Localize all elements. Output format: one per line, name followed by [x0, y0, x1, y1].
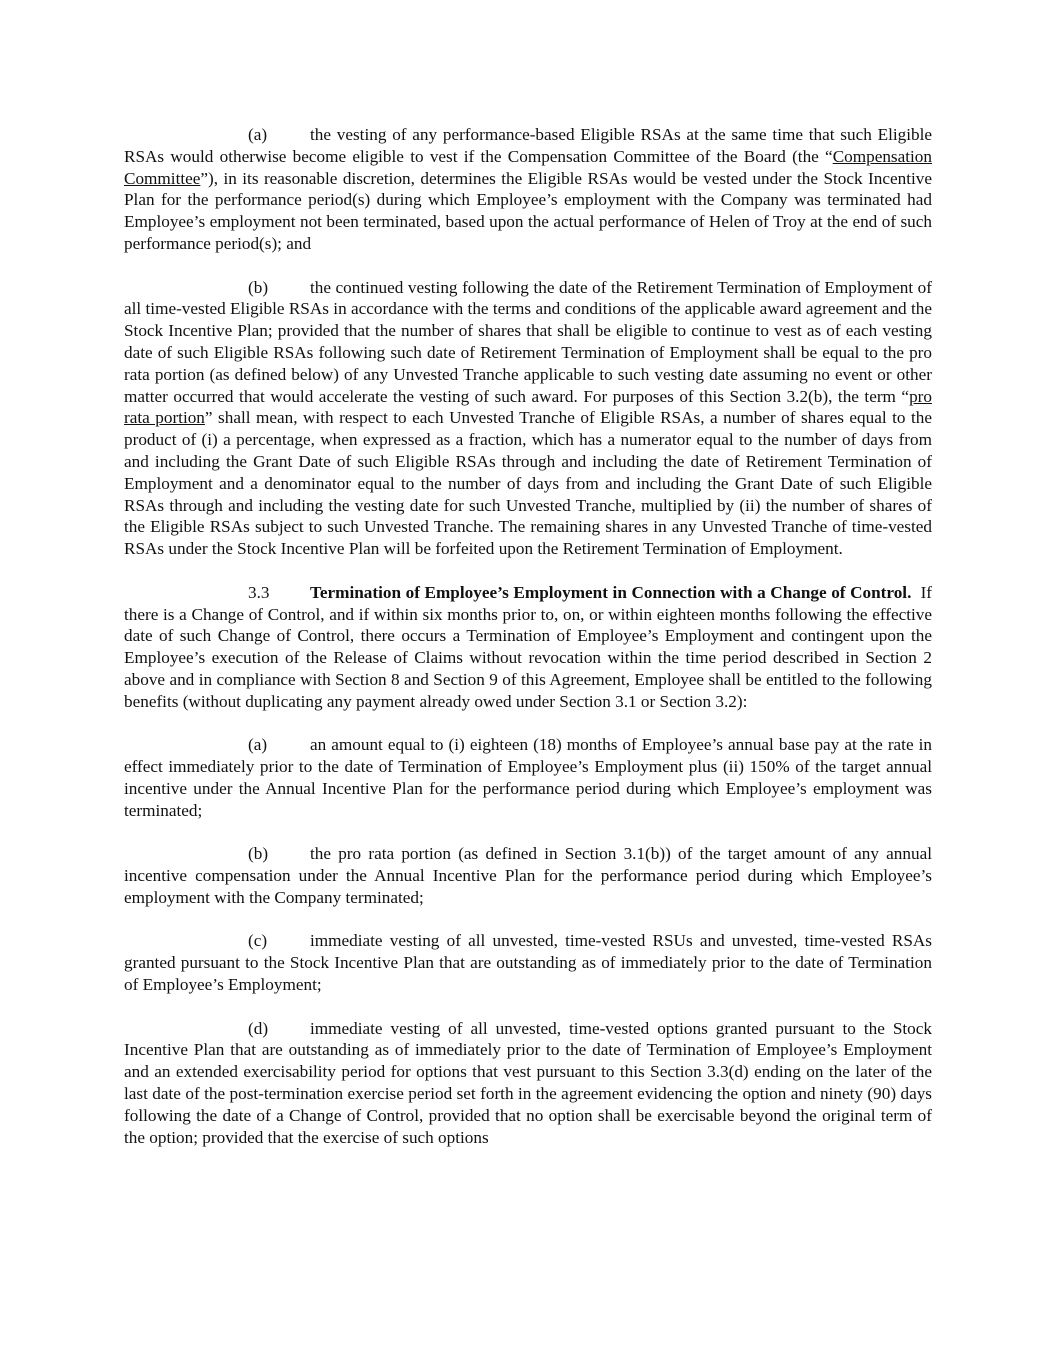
paragraph-label: (a)	[248, 125, 268, 144]
document-page	[124, 124, 932, 1148]
paragraph-text: immediate vesting of all unvested, time-vested options granted pursuant to the Stock Incentive Plan that are outstanding as of immediately prior to the date of Termination of Employee’s Employment and an extended exercisability period for options that vest pursuant to this Section 3.3(d) ending on the later of the last date of the post-termination exercise period set forth in the agreement evidencing the option and ninety (90) days following the date of a Change of Control, provided that no option shall be exercisable beyond the original term of the option; provided that the exercise of such options	[124, 1018, 932, 1147]
paragraph-3-3-d	[124, 1018, 932, 1149]
paragraph-text: the vesting of any performance-based Eligible RSAs at the same time that such Eligible RSAs would otherwise become eligible to vest if the Compensation Committee of the Board (the “	[124, 125, 932, 166]
section-heading: Termination of Employee’s Employment in Connection with a Change of Control.	[310, 582, 912, 602]
paragraph-label: (b)	[248, 844, 269, 864]
paragraph-3-2-a	[124, 124, 932, 255]
paragraph-text: If there is a Change of Control, and if within six months prior to, on, or within eighteen months following the effective date of such Change of Control, there occurs a Termination of Employee’s Employment and contingent upon the Employee’s execution of the Release of Claims without revocation within the time period described in Section 2 above and in compliance with Section 8 and Section 9 of this Agreement, Employee shall be entitled to the following benefits (without duplicating any payment already owed under Section 3.1 or Section 3.2):	[124, 582, 933, 711]
paragraph-text: the pro rata portion (as defined in Section 3.1(b)) of the target amount of any annual incentive compensation under the Annual Incentive Plan for the performance period during which Employee’s employment with the Company terminated;	[124, 844, 932, 907]
paragraph-text: the continued vesting following the date of the Retirement Termination of Employment of all time-vested Eligible RSAs in accordance with the terms and conditions of the applicable award agreement and the Stock Incentive Plan; provided that the number of shares that shall be eligible to continue to vest as of each vesting date of such Eligible RSAs following such date of Retirement Termination of Employment shall be equal to the pro rata portion (as defined below) of any Unvested Tranche applicable to such vesting date assuming no event or other matter occurred that would accelerate the vesting of such award. For purposes of this Section 3.2(b), the term “	[124, 277, 932, 406]
paragraph-3-3-c	[124, 930, 932, 995]
paragraph-text: immediate vesting of all unvested, time-vested RSUs and unvested, time-vested RSAs granted pursuant to the Stock Incentive Plan that are outstanding as of immediately prior to the date of Termination of Employee’s Employment;	[124, 931, 932, 995]
paragraph-text: an amount equal to (i) eighteen (18) months of Employee’s annual base pay at the rate in effect immediately prior to the date of Termination of Employee’s Employment plus (ii) 150% of the target annual incentive under the Annual Incentive Plan for the performance period during which Employee’s employment was terminated;	[124, 735, 932, 820]
paragraph-label: (c)	[248, 931, 268, 951]
section-number: 3.3	[248, 582, 270, 602]
paragraph-text: ”), in its reasonable discretion, determines the Eligible RSAs would be vested under the Stock Incentive Plan for the performance period(s) during which Employee’s employment with the Company was terminated had Employee’s employment not been terminated, based upon the actual performance of Helen of Troy at the end of such performance period(s); and	[124, 168, 932, 253]
paragraph-label: (a)	[248, 735, 268, 755]
paragraph-label: (d)	[248, 1018, 269, 1038]
defined-term: Compensation Committee	[124, 146, 932, 188]
section-3-3	[124, 582, 932, 713]
defined-term: pro rata portion	[124, 386, 932, 428]
paragraph-label: (b)	[248, 277, 269, 297]
paragraph-text: ” shall mean, with respect to each Unvested Tranche of Eligible RSAs, a number of shares equal to the product of (i) a percentage, when expressed as a fraction, which has a numerator equal to the number of days from and including the Grant Date of such Eligible RSAs through and including the date of Retirement Termination of Employment and a denominator equal to the number of days from and including the Grant Date of such Eligible RSAs through and including the vesting date for such Unvested Tranche, multiplied by (ii) the number of shares of the Eligible RSAs subject to such Unvested Tranche. The remaining shares in any Unvested Tranche of time-vested RSAs under the Stock Incentive Plan will be forfeited upon the Retirement Termination of Employment.	[124, 408, 932, 559]
paragraph-3-3-a	[124, 734, 932, 821]
paragraph-3-2-b	[124, 277, 932, 560]
paragraph-3-3-b	[124, 843, 932, 908]
